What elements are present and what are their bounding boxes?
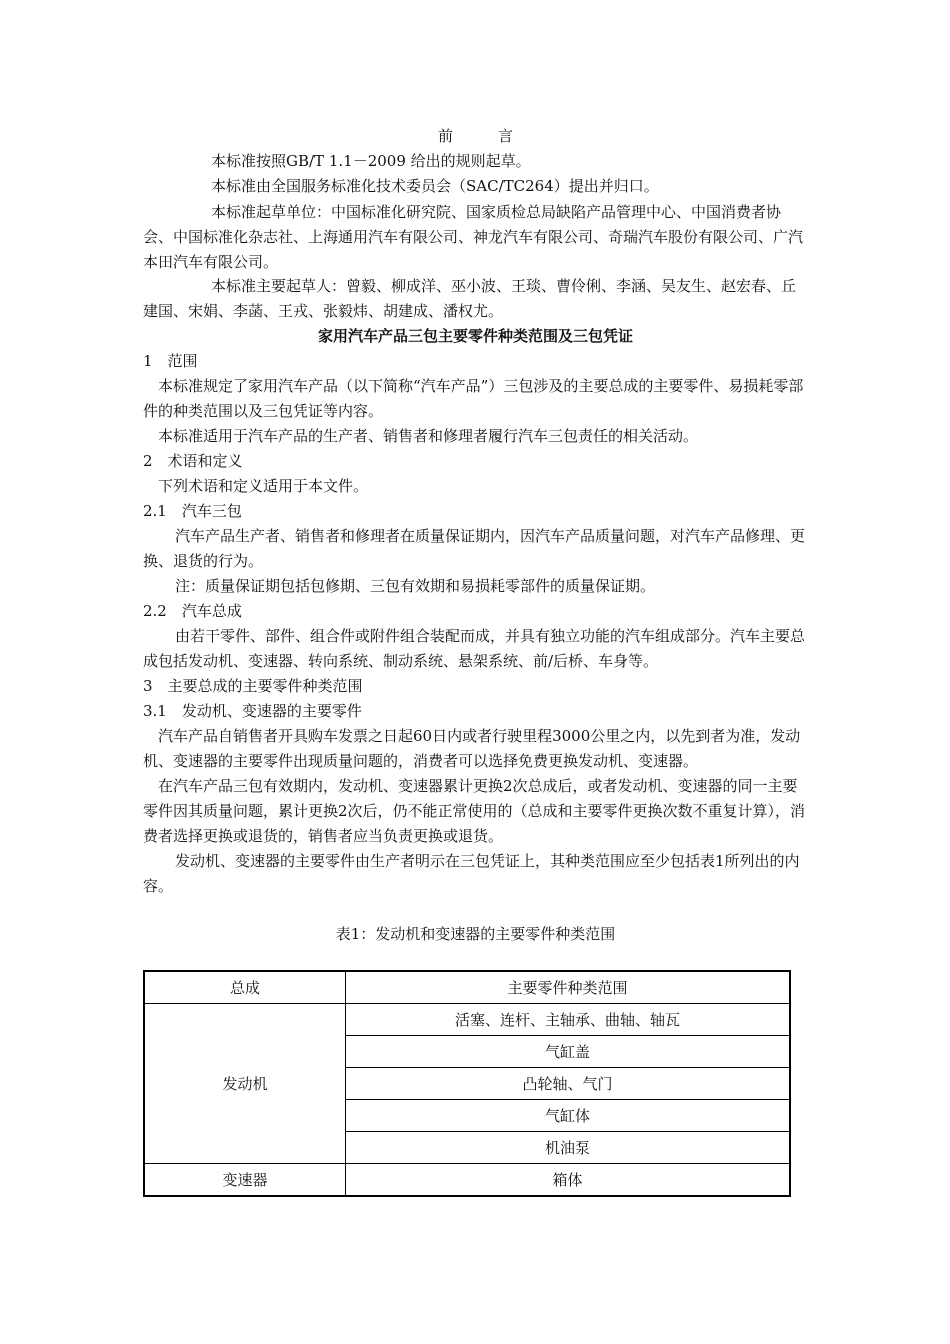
preface-paragraph-4: 本标准主要起草人：曾毅、柳成洋、巫小波、王琰、曹伶俐、李涵、吴友生、赵宏春、丘建国、宋娟、李菡、王戎、张毅炜、胡建成、潘权尤。 xyxy=(143,277,797,320)
table-row xyxy=(144,1164,790,1197)
table-cell-part: 气缸盖 xyxy=(346,1036,791,1068)
section-1-heading: 1 范围 xyxy=(143,352,198,370)
preface-paragraph-2: 本标准由全国服务标准化技术委员会（SAC/TC264）提出并归口。 xyxy=(211,177,659,195)
table-row xyxy=(144,1004,790,1036)
section-2-1-note: 注：质量保证期包括包修期、三包有效期和易损耗零部件的质量保证期。 xyxy=(175,577,656,595)
section-3-1-heading: 3.1 发动机、变速器的主要零件 xyxy=(143,702,362,720)
table-caption: 表1：发动机和变速器的主要零件种类范围 xyxy=(335,925,616,943)
table-cell-part: 活塞、连杆、主轴承、曲轴、轴瓦 xyxy=(346,1004,791,1036)
parts-table xyxy=(143,970,791,1197)
table-cell-part: 机油泵 xyxy=(346,1132,791,1164)
section-2-paragraph-1: 下列术语和定义适用于本文件。 xyxy=(158,477,369,495)
preface-title: 前 言 xyxy=(437,127,513,145)
section-3-1-paragraph-1: 汽车产品自销售者开具购车发票之日起60日内或者行驶里程3000公里之内，以先到者为准，发动机、变速器的主要零件出现质量问题的，消费者可以选择免费更换发动机、变速器。 xyxy=(143,727,801,770)
section-2-2-heading: 2.2 汽车总成 xyxy=(143,602,242,620)
section-1-paragraph-2: 本标准适用于汽车产品的生产者、销售者和修理者履行汽车三包责任的相关活动。 xyxy=(158,427,699,445)
section-3-heading: 3 主要总成的主要零件种类范围 xyxy=(143,677,363,695)
table-header-row xyxy=(144,971,790,1004)
table-cell-gearbox: 变速器 xyxy=(144,1164,346,1197)
section-3-1-paragraph-2: 在汽车产品三包有效期内，发动机、变速器累计更换2次总成后，或者发动机、变速器的同一主要零件因其质量问题，累计更换2次后，仍不能正常使用的（总成和主要零件更换次数不重复计算），消费者选择更换或退货的，销售者应当负责更换或退货。 xyxy=(143,777,806,845)
section-2-2-paragraph: 由若干零件、部件、组合件或附件组合装配而成，并具有独立功能的汽车组成部分。汽车主要总成包括发动机、变速器、转向系统、制动系统、悬架系统、前/后桥、车身等。 xyxy=(143,627,806,670)
table-header-assembly: 总成 xyxy=(144,971,346,1004)
preface-paragraph-1: 本标准按照GB/T 1.1－2009 给出的规则起草。 xyxy=(211,152,531,170)
table-cell-engine: 发动机 xyxy=(144,1004,346,1164)
preface-paragraph-3: 本标准起草单位：中国标准化研究院、国家质检总局缺陷产品管理中心、中国消费者协会、中国标准化杂志社、上海通用汽车有限公司、神龙汽车有限公司、奇瑞汽车股份有限公司、广汽本田汽车有限公司。 xyxy=(143,203,804,271)
section-2-1-heading: 2.1 汽车三包 xyxy=(143,502,242,520)
section-3-1-paragraph-3: 发动机、变速器的主要零件由生产者明示在三包凭证上，其种类范围应至少包括表1所列出的内容。 xyxy=(143,852,800,895)
table-cell-part: 箱体 xyxy=(346,1164,791,1197)
document-title: 家用汽车产品三包主要零件种类范围及三包凭证 xyxy=(317,327,633,345)
table-cell-part: 气缸体 xyxy=(346,1100,791,1132)
table-cell-part: 凸轮轴、气门 xyxy=(346,1068,791,1100)
section-2-1-paragraph: 汽车产品生产者、销售者和修理者在质量保证期内，因汽车产品质量问题，对汽车产品修理、更换、退货的行为。 xyxy=(143,527,806,570)
table-header-parts: 主要零件种类范围 xyxy=(346,971,791,1004)
section-2-heading: 2 术语和定义 xyxy=(143,452,243,470)
section-1-paragraph-1: 本标准规定了家用汽车产品（以下简称“汽车产品”）三包涉及的主要总成的主要零件、易损耗零部件的种类范围以及三包凭证等内容。 xyxy=(143,377,804,420)
